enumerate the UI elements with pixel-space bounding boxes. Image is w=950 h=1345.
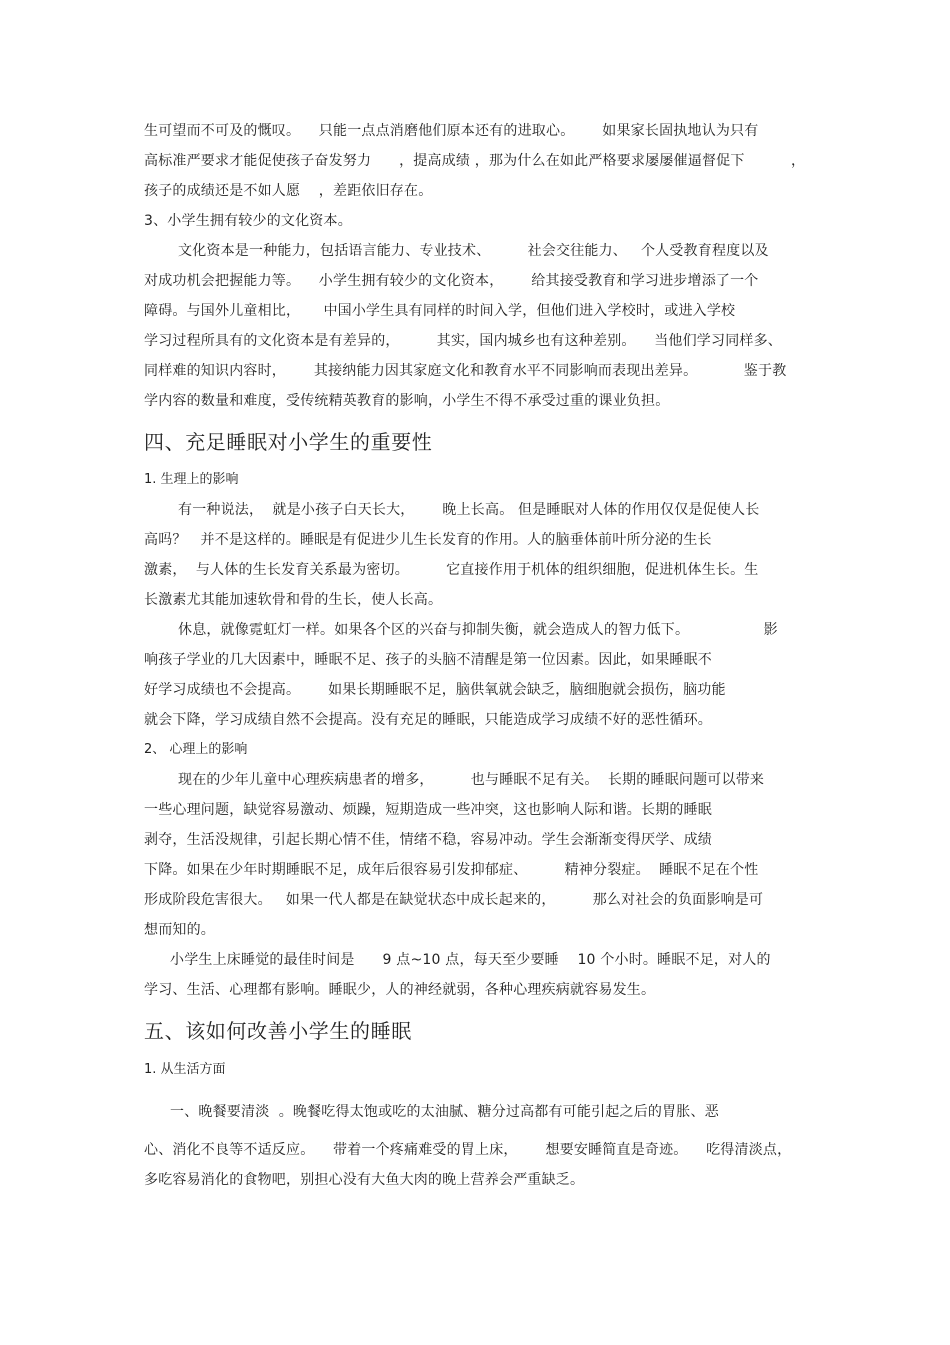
text-line: 想而知的。: [144, 922, 215, 938]
text-line: 心、消化不良等不适反应。 带着一个疼痛难受的胃上床， 想要安睡简直是奇迹。 吃得清淡点，: [144, 1142, 792, 1158]
text-line: 学习过程所具有的文化资本是有差异的， 其实，国内城乡也有这种差别。 当他们学习同样多、: [144, 333, 782, 349]
text-line: 高吗？ 并不是这样的。睡眠是有促进少儿生长发育的作用。人的脑垂体前叶所分泌的生长: [144, 532, 712, 548]
text-line: 学习、生活、心理都有影响。睡眠少，人的神经就弱，各种心理疾病就容易发生。: [144, 982, 656, 998]
text-line: 障碍。与国外儿童相比， 中国小学生具有同样的时间入学，但他们进入学校时，或进入学校: [144, 303, 736, 319]
section-heading: 四、充足睡眠对小学生的重要性: [144, 430, 433, 454]
subsection-title: 2、 心理上的影响: [144, 742, 248, 757]
text-line: 孩子的成绩还是不如人愿 ，差距依旧存在。: [144, 183, 433, 199]
text-line: 剥夺，生活没规律，引起长期心情不佳，情绪不稳，容易冲动。学生会渐渐变得厌学、成绩: [144, 832, 712, 848]
text-line: 好学习成绩也不会提高。 如果长期睡眠不足，脑供氧就会缺乏，脑细胞就会损伤，脑功能: [144, 682, 726, 698]
text-line: 现在的少年儿童中心理疾病患者的增多， 也与睡眠不足有关。 长期的睡眠问题可以带来: [178, 772, 765, 788]
text-line: 休息，就像霓虹灯一样。如果各个区的兴奋与抑制失衡，就会造成人的智力低下。 影: [178, 622, 778, 638]
text-line: 生可望而不可及的慨叹。 只能一点点消磨他们原本还有的进取心。 如果家长固执地认为只有: [144, 123, 759, 139]
text-line: 小学生上床睡觉的最佳时间是 9 点~10 点，每天至少要睡 10 个小时。睡眠不足，对人的: [170, 952, 771, 968]
text-line: 同样难的知识内容时， 其接纳能力因其家庭文化和教育水平不同影响而表现出差异。 鉴于教: [144, 363, 787, 379]
subsection-title: 1. 生理上的影响: [144, 472, 239, 487]
subsection-title: 1. 从生活方面: [144, 1062, 226, 1077]
text-line: 形成阶段危害很大。 如果一代人都是在缺觉状态中成长起来的， 那么对社会的负面影响是可: [144, 892, 764, 908]
text-line: 长激素尤其能加速软骨和骨的生长，使人长高。: [144, 592, 443, 608]
text-line: 文化资本是一种能力，包括语言能力、专业技术、 社会交往能力、 个人受教育程度以及: [178, 243, 769, 259]
text-line: 有一种说法， 就是小孩子白天长大， 晚上长高。 但是睡眠对人体的作用仅仅是促使人长: [178, 502, 760, 518]
text-line: 高标准严要求才能促使孩子奋发努力 ，提高成绩 ，那为什么在如此严格要求屡屡催逼督促下 ，: [144, 153, 806, 169]
text-line: 激素， 与人体的生长发育关系最为密切。 它直接作用于机体的组织细胞，促进机体生长。生: [144, 562, 759, 578]
text-line: 一、晚餐要清淡 。晚餐吃得太饱或吃的太油腻、糖分过高都有可能引起之后的胃胀、恶: [170, 1104, 719, 1120]
text-line: 学内容的数量和难度，受传统精英教育的影响，小学生不得不承受过重的课业负担。: [144, 393, 670, 409]
text-line: 一些心理问题，缺觉容易激动、烦躁，短期造成一些冲突，这也影响人际和谐。长期的睡眠: [144, 802, 712, 818]
text-line: 对成功机会把握能力等。 小学生拥有较少的文化资本， 给其接受教育和学习进步增添了一个: [144, 273, 759, 289]
list-item-title: 3、小学生拥有较少的文化资本。: [144, 213, 352, 229]
text-line: 多吃容易消化的食物吧，别担心没有大鱼大肉的晚上营养会严重缺乏。: [144, 1172, 585, 1188]
text-line: 就会下降，学习成绩自然不会提高。没有充足的睡眠，只能造成学习成绩不好的恶性循环。: [144, 712, 712, 728]
text-line: 下降。如果在少年时期睡眠不足，成年后很容易引发抑郁症、 精神分裂症。 睡眠不足在个性: [144, 862, 759, 878]
text-line: 响孩子学业的几大因素中，睡眠不足、孩子的头脑不清醒是第一位因素。因此，如果睡眠不: [144, 652, 712, 668]
section-heading: 五、该如何改善小学生的睡眠: [144, 1019, 412, 1043]
